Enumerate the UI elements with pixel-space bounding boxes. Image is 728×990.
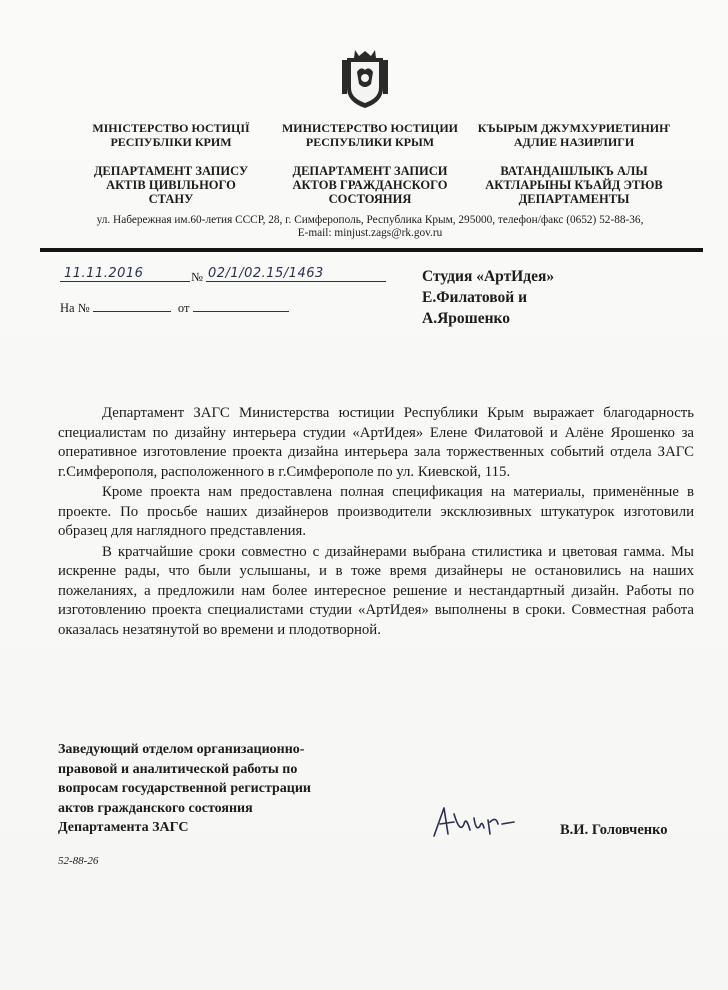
crimea-coat-of-arms-icon: [339, 48, 391, 110]
header-crimean-tatar: [468, 121, 680, 206]
addressee-block: [422, 266, 554, 329]
registration-number-label: №: [191, 270, 203, 284]
letter-body: [58, 404, 694, 640]
reference-date-blank: [193, 301, 289, 312]
executor-phone: 52-88-26: [58, 855, 99, 867]
body-paragraph: В кратчайшие сроки совместно с дизайнерами выбрана стилистика и цветовая гамма. Мы искренне рады, что были услышаны, и в тоже время дизайнеры не остановились на наших пожеланиях, а предложили нам более интересное решение и нестандартный дизайн. Работы по изготовлению проекта специалистами студии «АртИдея» выполнены в сроки. Совместная работа оказалась незатянутой во времени и плодотворной.: [58, 543, 694, 638]
body-paragraph: Департамент ЗАГС Министерства юстиции Республики Крым выражает благодарность специалистам по дизайну интерьера студии «АртИдея» Елене Филатовой и Алёне Ярошенко за оперативное изготовление проекта дизайна интерьера зала торжественных событий отдела ЗАГС г.Симферополя, расположенного в г.Симферополе по ул. Киевской, 115.: [58, 405, 694, 480]
header-russian: [263, 121, 477, 206]
department-name-ru: ДЕПАРТАМЕНТ ЗАПИСИ АКТОВ ГРАЖДАНСКОГО СОСТОЯНИЯ: [292, 164, 448, 206]
header-ukrainian: [62, 121, 280, 206]
reference-number-blank: [93, 301, 171, 312]
signer-name: В.И. Головченко: [560, 822, 668, 838]
email-line: E-mail: minjust.zags@rk.gov.ru: [297, 227, 443, 239]
signer-title: Заведующий отделом организационно- правовой и аналитической работы по вопросам государственной регистрации актов гражданского состояния Департамента ЗАГС: [58, 742, 311, 836]
address-block: [40, 214, 700, 240]
handwritten-signature: [430, 800, 520, 842]
ministry-name-ru: МИНИСТЕРСТВО ЮСТИЦИИ РЕСПУБЛИКИ КРЫМ: [281, 121, 458, 149]
registration-number: 02/1/02.15/1463: [206, 266, 386, 282]
addressee-line: Студия «АртИдея»: [422, 268, 555, 285]
department-name-ct: ВАТАНДАШЛЫКЪ АЛЫ АКТЛАРЫНЫ КЪАЙД ЭТЮВ ДЕПАРТАМЕНТЫ: [485, 164, 663, 206]
reference-date-label: от: [177, 301, 190, 315]
department-name-ua: ДЕПАРТАМЕНТ ЗАПИСУ АКТІВ ЦИВІЛЬНОГО СТАНУ: [93, 164, 249, 206]
addressee-line: А.Ярошенко: [422, 310, 511, 327]
registration-date: 11.11.2016: [60, 266, 190, 282]
body-paragraph: Кроме проекта нам предоставлена полная спецификация на материалы, применённые в проекте. По просьбе наших дизайнеров производители эксклюзивных штукатурок изготовили образец для наглядного представления.: [58, 484, 694, 539]
ministry-name-ua: МІНІСТЕРСТВО ЮСТИЦІЇ РЕСПУБЛІКИ КРИМ: [92, 121, 250, 149]
reference-line: [60, 301, 289, 316]
ministry-name-ct: КЪЫРЫМ ДЖУМХУРИЕТИНИҤ АДЛИЕ НАЗИРЛИГИ: [477, 121, 671, 149]
header-divider: [40, 248, 703, 252]
reference-number-label: На №: [60, 301, 90, 315]
address-line: ул. Набережная им.60-летия СССР, 28, г. Симферополь, Республика Крым, 295000, телефон/факс (0652) 52-88-36,: [96, 214, 644, 226]
addressee-line: Е.Филатовой и: [422, 289, 528, 306]
